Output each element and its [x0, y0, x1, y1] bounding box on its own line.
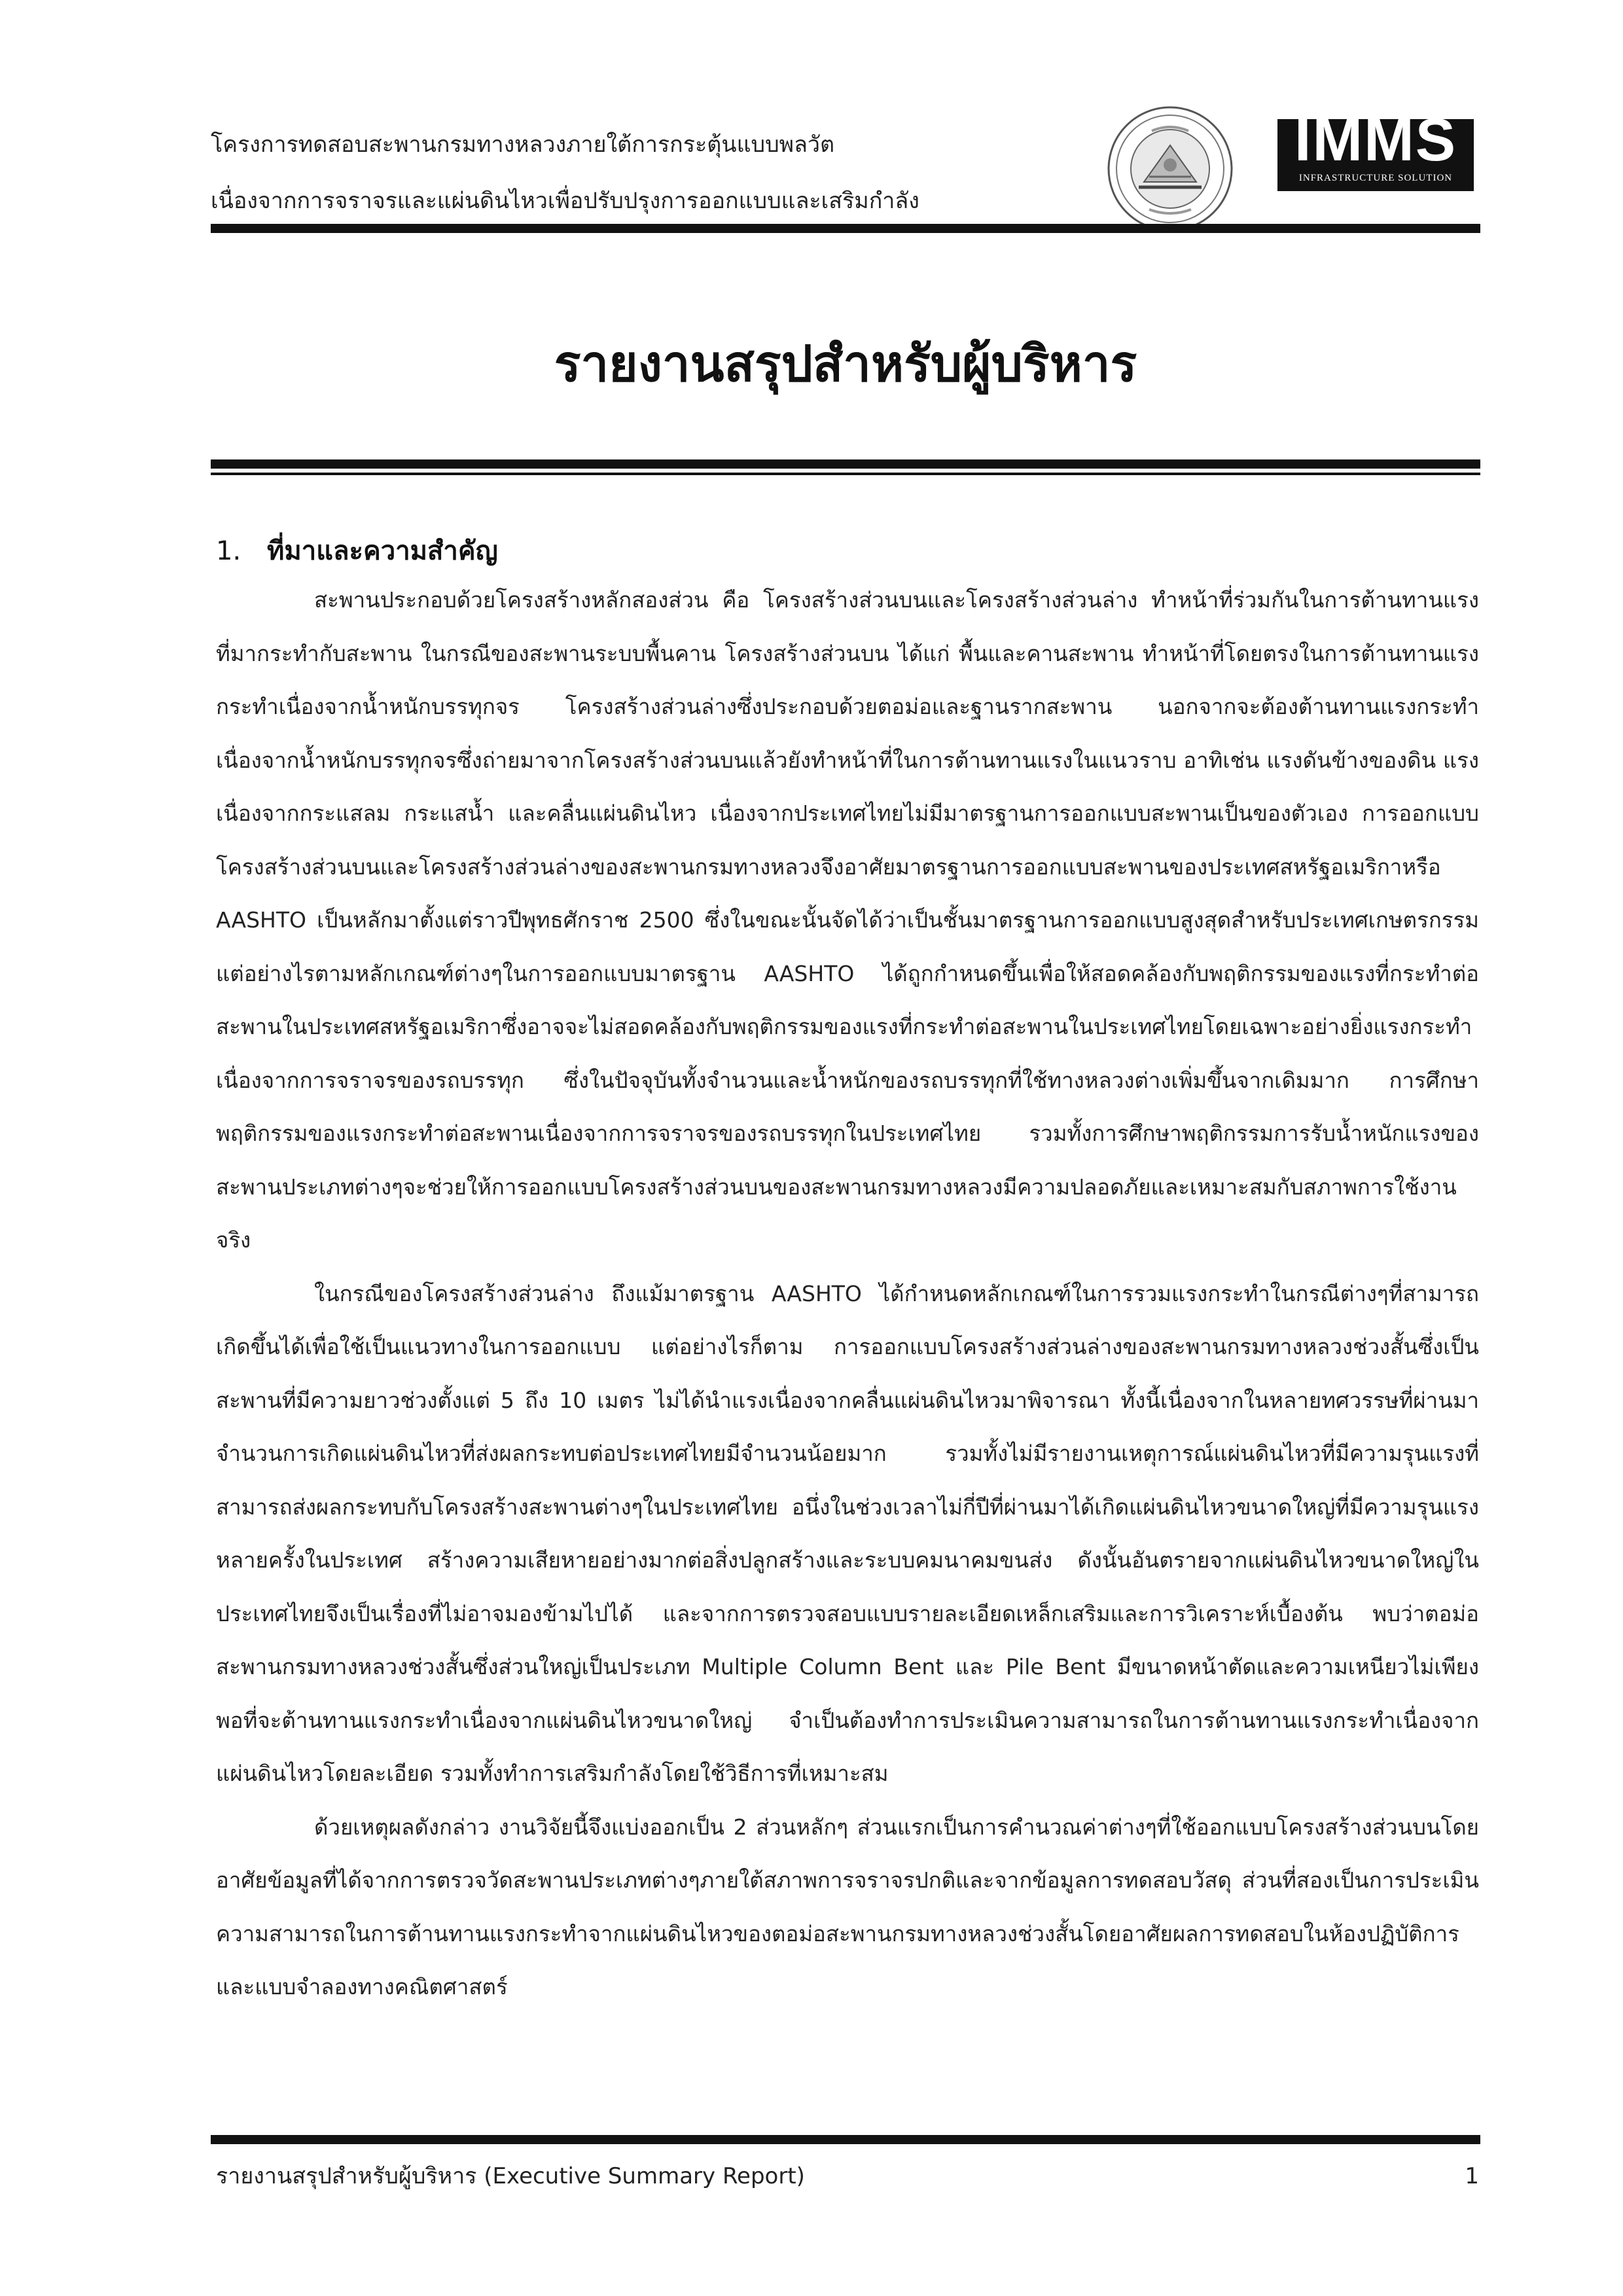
title-rule-thick — [211, 459, 1480, 469]
section-body — [216, 573, 1479, 2014]
section-heading — [216, 529, 498, 573]
footer-rule — [211, 2135, 1480, 2144]
imms-logo-text: IMMS — [1294, 107, 1457, 173]
page-header — [211, 105, 1480, 229]
paragraph: ในกรณีของโครงสร้างส่วนล่าง ถึงแม้มาตรฐาน AASHTO ได้กำหนดหลักเกณฑ์ในการรวมแรงกระทำในกรณีต่างๆที่สามารถเกิดขึ้นได้เพื่อใช้เป็นแนวทางในการออกแบบ แต่อย่างไรก็ตาม การออกแบบโครงสร้างส่วนล่างของสะพานกรมทางหลวงช่วงสั้นซึ่งเป็นสะพานที่มีความยาวช่วงตั้งแต่ 5 ถึง 10 เมตร ไม่ได้นำแรงเนื่องจากคลื่นแผ่นดินไหวมาพิจารณา ทั้งนี้เนื่องจากในหลายทศวรรษที่ผ่านมาจำนวนการเกิดแผ่นดินไหวที่ส่งผลกระทบต่อประเทศไทยมีจำนวนน้อยมาก รวมทั้งไม่มีรายงานเหตุการณ์แผ่นดินไหวที่มีความรุนแรงที่สามารถส่งผลกระทบกับโครงสร้างสะพานต่างๆในประเทศไทย อนึ่งในช่วงเวลาไม่กี่ปีที่ผ่านมาได้เกิดแผ่นดินไหวขนาดใหญ่ที่มีความรุนแรงหลายครั้งในประเทศ สร้างความเสียหายอย่างมากต่อสิ่งปลูกสร้างและระบบคมนาคมขนส่ง ดังนั้นอันตรายจากแผ่นดินไหวขนาดใหญ่ในประเทศไทยจึงเป็นเรื่องที่ไม่อาจมองข้ามไปได้ และจากการตรวจสอบแบบรายละเอียดเหล็กเสริมและการวิเคราะห์เบื้องต้น พบว่าตอม่อสะพานกรมทางหลวงช่วงสั้นซึ่งส่วนใหญ่เป็นประเภท Multiple Column Bent และ Pile Bent มีขนาดหน้าตัดและความเหนียวไม่เพียงพอที่จะต้านทานแรงกระทำเนื่องจากแผ่นดินไหวขนาดใหญ่ จำเป็นต้องทำการประเมินความสามารถในการต้านทานแรงกระทำเนื่องจากแผ่นดินไหวโดยละเอียด รวมทั้งทำการเสริมกำลังโดยใช้วิธีการที่เหมาะสม — [216, 1280, 1479, 1786]
imms-logo — [1277, 107, 1474, 199]
section-title: ที่มาและความสำคัญ — [267, 536, 498, 566]
footer-title: รายงานสรุปสำหรับผู้บริหาร (Executive Summary Report) — [216, 2163, 805, 2189]
project-title-line-1: โครงการทดสอบสะพานกรมทางหลวงภายใต้การกระตุ้นแบบพลวัต — [211, 132, 835, 158]
imms-logo-subtext: INFRASTRUCTURE SOLUTION — [1298, 173, 1453, 183]
header-rule — [211, 224, 1480, 233]
department-seal-icon — [1106, 105, 1234, 233]
title-rule-thin — [211, 473, 1480, 475]
document-title: รายงานสรุปสำหรับผู้บริหาร — [554, 334, 1137, 393]
project-title-line-2: เนื่องจากการจราจรและแผ่นดินไหวเพื่อปรับปรุงการออกแบบและเสริมกำลัง — [211, 188, 919, 214]
paragraph: สะพานประกอบด้วยโครงสร้างหลักสองส่วน คือ โครงสร้างส่วนบนและโครงสร้างส่วนล่าง ทำหน้าที่ร่วมกันในการต้านทานแรงที่มากระทำกับสะพาน ในกรณีของสะพานระบบพื้นคาน โครงสร้างส่วนบน ได้แก่ พื้นและคานสะพาน ทำหน้าที่โดยตรงในการต้านทานแรงกระทำเนื่องจากน้ำหนักบรรทุกจร โครงสร้างส่วนล่างซึ่งประกอบด้วยตอม่อและฐานรากสะพาน นอกจากจะต้องต้านทานแรงกระทำเนื่องจากน้ำหนักบรรทุกจรซึ่งถ่ายมาจากโครงสร้างส่วนบนแล้วยังทำหน้าที่ในการต้านทานแรงในแนวราบ อาทิเช่น แรงดันข้างของดิน แรงเนื่องจากกระแสลม กระแสน้ำ และคลื่นแผ่นดินไหว เนื่องจากประเทศไทยไม่มีมาตรฐานการออกแบบสะพานเป็นของตัวเอง การออกแบบโครงสร้างส่วนบนและโครงสร้างส่วนล่างของสะพานกรมทางหลวงจึงอาศัยมาตรฐานการออกแบบสะพานของประเทศสหรัฐอเมริกาหรือ AASHTO เป็นหลักมาตั้งแต่ราวปีพุทธศักราช 2500 ซึ่งในขณะนั้นจัดได้ว่าเป็นชั้นมาตรฐานการออกแบบสูงสุดสำหรับประเทศเกษตรกรรม แต่อย่างไรตามหลักเกณฑ์ต่างๆในการออกแบบมาตรฐาน AASHTO ได้ถูกกำหนดขึ้นเพื่อให้สอดคล้องกับพฤติกรรมของแรงที่กระทำต่อสะพานในประเทศสหรัฐอเมริกาซึ่งอาจจะไม่สอดคล้องกับพฤติกรรมของแรงที่กระทำต่อสะพานในประเทศไทยโดยเฉพาะอย่างยิ่งแรงกระทำเนื่องจากการจราจรของรถบรรทุก ซึ่งในปัจจุบันทั้งจำนวนและน้ำหนักของรถบรรทุกที่ใช้ทางหลวงต่างเพิ่มขึ้นจากเดิมมาก การศึกษาพฤติกรรมของแรงกระทำต่อสะพานเนื่องจากการจราจรของรถบรรทุกในประเทศไทย รวมทั้งการศึกษาพฤติกรรมการรับน้ำหนักแรงของสะพานประเภทต่างๆจะช่วยให้การออกแบบโครงสร้างส่วนบนของสะพานกรมทางหลวงมีความปลอดภัยและเหมาะสมกับสภาพการใช้งานจริง — [216, 587, 1479, 1253]
paragraph: ด้วยเหตุผลดังกล่าว งานวิจัยนี้จึงแบ่งออกเป็น 2 ส่วนหลักๆ ส่วนแรกเป็นการคำนวณค่าต่างๆที่ใช้ออกแบบโครงสร้างส่วนบนโดยอาศัยข้อมูลที่ได้จากการตรวจวัดสะพานประเภทต่างๆภายใต้สภาพการจราจรปกติและจากข้อมูลการทดสอบวัสดุ ส่วนที่สองเป็นการประเมินความสามารถในการต้านทานแรงกระทำจากแผ่นดินไหวของตอม่อสะพานกรมทางหลวงช่วงสั้นโดยอาศัยผลการทดสอบในห้องปฏิบัติการและแบบจำลองทางคณิตศาสตร์ — [216, 1814, 1479, 2000]
project-title — [211, 117, 919, 229]
section-number: 1. — [216, 536, 241, 566]
page-number: 1 — [1465, 2163, 1479, 2189]
